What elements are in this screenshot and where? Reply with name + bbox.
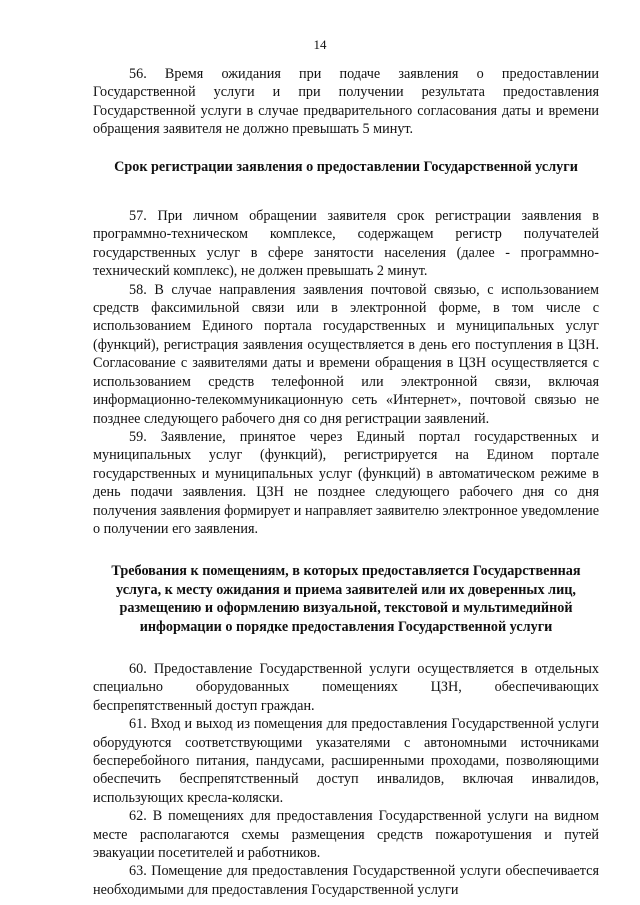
paragraph-60: 60. Предоставление Государственной услуги осуществляется в отдельных специально оборудованных помещениях ЦЗН, обеспечивающих беспрепятственный доступ граждан. xyxy=(93,660,599,714)
spacer xyxy=(93,538,599,562)
paragraph-58: 58. В случае направления заявления почтовой связью, с использованием средств факсимильной связи или в электронной форме, в том числе с использованием Единого портала государственных и муниципальных услуг (функций), регистрация заявления осуществляется в день его поступления в ЦЗН. Согласование с заявителями даты и времени обращения в ЦЗН осуществляется с использованием средств телефонной или электронной связи, включая информационно-телекоммуникационную сеть «Интернет», почтовой связью не позднее следующего рабочего дня со дня регистрации заявлений. xyxy=(93,281,599,427)
spacer xyxy=(93,176,599,207)
page-number: 14 xyxy=(313,37,327,52)
paragraph-61: 61. Вход и выход из помещения для предоставления Государственной услуги оборудуются соответствующими указателями с автономными источниками бесперебойного питания, пандусами, расширенными проходами, позволяющими обеспечить беспрепятственный доступ инвалидов, включая инвалидов, использующих кресла-коляски. xyxy=(93,716,599,806)
paragraph-63: 63. Помещение для предоставления Государственной услуги обеспечивается необходимыми для предоставления Государственной услуги xyxy=(93,863,599,898)
spacer xyxy=(93,139,599,158)
paragraph-56: 56. Время ожидания при подаче заявления о предоставлении Государственной услуги и при получении результата предоставления Государственной услуги в случае предварительного согласования даты и времени обращения заявителя не должно превышать 5 минут. xyxy=(93,66,599,138)
section-heading-registration: Срок регистрации заявления о предоставлении Государственной услуги xyxy=(114,158,578,175)
paragraph-62: 62. В помещениях для предоставления Государственной услуги на видном месте располагаются схемы размещения средств пожаротушения и путей эвакуации посетителей и работников. xyxy=(93,808,599,862)
paragraph-59: 59. Заявление, принятое через Единый портал государственных и муниципальных услуг (функций), регистрируется на Едином портале государственных и муниципальных услуг (функций) в автоматическом режиме в день подачи заявления. ЦЗН не позднее следующего рабочего дня со дня получения заявления формирует и направляет заявителю электронное уведомление о получении его заявления. xyxy=(93,428,599,537)
section-heading-premises: Требования к помещениям, в которых предоставляется Государственная услуга, к месту ожидания и приема заявителей или их доверенных лиц, размещению и оформлению визуальной, текстовой и мультимедийной информации о порядке предоставления Государственной услуги xyxy=(111,563,581,635)
page-content xyxy=(93,65,599,899)
spacer xyxy=(93,636,599,660)
paragraph-57: 57. При личном обращении заявителя срок регистрации заявления в программно-техническом комплексе, содержащем регистр получателей государственных услуг в сфере занятости населения (далее - программно-технический комплекс), не должен превышать 2 минут. xyxy=(93,208,599,280)
